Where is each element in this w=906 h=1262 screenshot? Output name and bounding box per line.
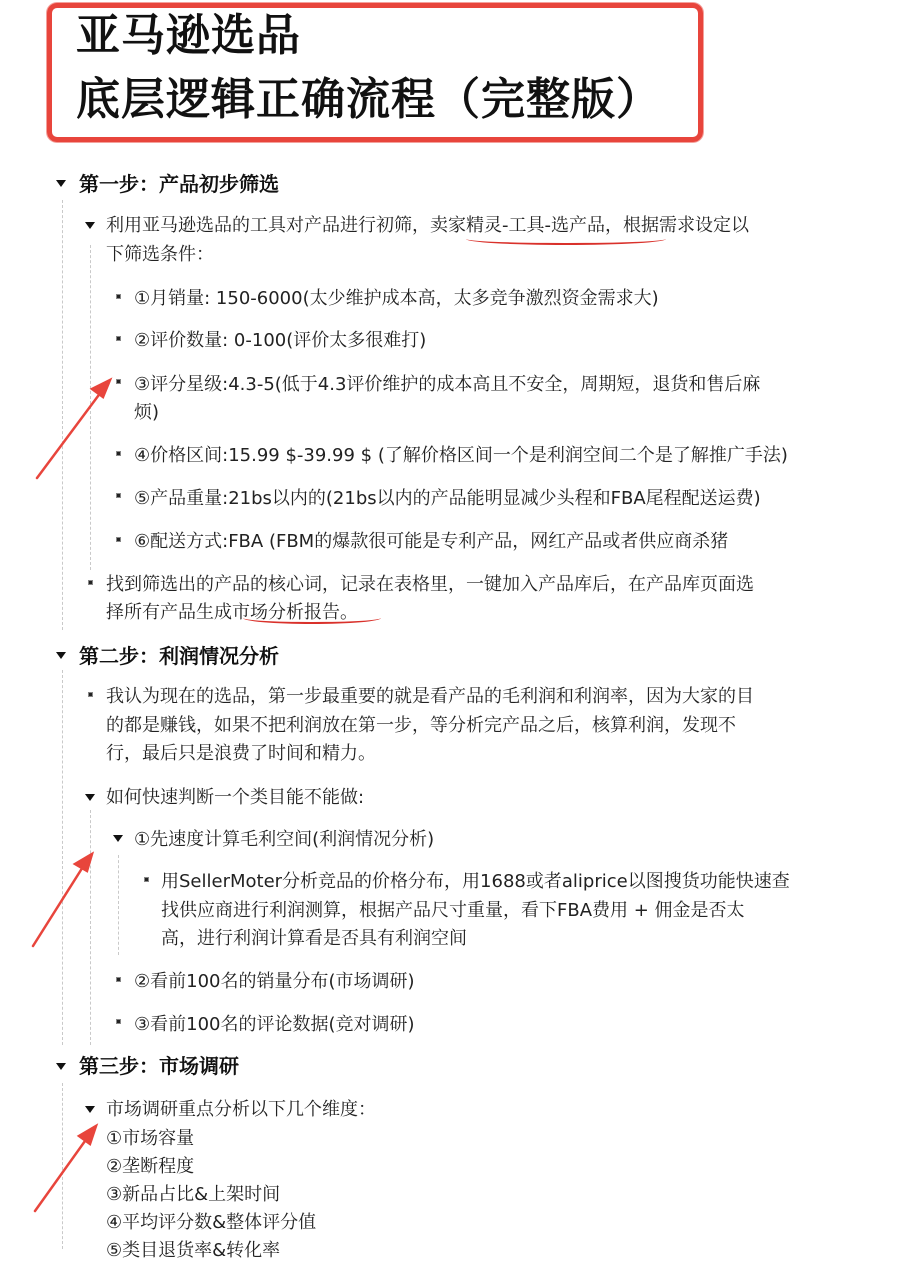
criterion-rating-line2: 烦) (134, 402, 160, 423)
arrow-line (33, 862, 86, 946)
step2-speed: ①先速度计算毛利空间(利润情况分析) (134, 829, 435, 850)
arrow-head-icon (92, 380, 110, 397)
criterion-weight: ⑤产品重量:21bs以内的(21bs以内的产品能明显减少头程和FBA尾程配送运费) (134, 488, 761, 509)
dimension-item: ⑤类目退货率&转化率 (106, 1240, 281, 1261)
step1-keyword-line1: 找到筛选出的产品的核心词，记录在表格里，一键加入产品库后，在产品库页面选 (106, 574, 754, 595)
page-title-line2: 底层逻辑正确流程（完整版） (76, 74, 661, 125)
arrow-line (35, 1134, 90, 1211)
step2-top100-reviews: ③看前100名的评论数据(竞对调研) (134, 1014, 415, 1035)
step1-intro-line1: 利用亚马逊选品的工具对产品进行初筛，卖家精灵-工具-选产品，根据需求设定以 (106, 215, 749, 236)
page-title-line1: 亚马逊选品 (76, 10, 301, 61)
criterion-sales: ①月销量: 150-6000(太少维护成本高，太多竞争激烈资金需求大) (134, 288, 659, 309)
dimension-item: ④平均评分数&整体评分值 (106, 1212, 317, 1233)
step1-intro-line2: 下筛选条件： (106, 244, 214, 265)
step2-judge: 如何快速判断一个类目能不能做: (106, 787, 365, 808)
highlight-tool-path: 卖家精灵-工具-选产品 (430, 215, 605, 236)
arrow-line (37, 388, 104, 478)
step2-heading: 第二步：利润情况分析 (79, 644, 279, 668)
dimension-item: ②垄断程度 (106, 1156, 195, 1177)
step1-keyword-line2: 择所有产品生成市场分析报告。 (106, 602, 358, 623)
step2-opinion-line3: 行，最后只是浪费了时间和精力。 (106, 743, 376, 764)
dimension-item: ③新品占比&上架时间 (106, 1184, 281, 1205)
criterion-rating-line1: ③评分星级:4.3-5(低于4.3评价维护的成本高且不安全，周期短，退货和售后麻 (134, 374, 761, 395)
dimension-item: ①市场容量 (106, 1128, 195, 1149)
step3-heading: 第三步：市场调研 (79, 1054, 239, 1078)
step2-seller-line3: 高，进行利润计算看是否具有利润空间 (161, 928, 467, 949)
criterion-fulfillment: ⑥配送方式:FBA (FBM的爆款很可能是专利产品，网红产品或者供应商杀猪 (134, 531, 729, 552)
criterion-price: ④价格区间:15.99 $-39.99 $ (了解价格区间一个是利润空间二个是了解推广手法) (134, 445, 788, 466)
highlight-market-report: 市场分析报告。 (232, 602, 358, 623)
step2-seller-line2: 找供应商进行利润测算，根据产品尺寸重量，看下FBA费用 + 佣金是否太 (161, 900, 745, 921)
criterion-reviews: ②评价数量: 0-100(评价太多很难打) (134, 330, 427, 351)
step2-seller-line1: 用SellerMoter分析竞品的价格分布，用1688或者aliprice以图搜货功能快速查 (161, 871, 790, 892)
step2-top100-sales: ②看前100名的销量分布(市场调研) (134, 971, 415, 992)
step1-heading: 第一步：产品初步筛选 (79, 172, 279, 196)
step2-opinion-line1: 我认为现在的选品，第一步最重要的就是看产品的毛利润和利润率，因为大家的目 (106, 686, 754, 707)
step3-intro: 市场调研重点分析以下几个维度： (106, 1099, 376, 1120)
arrow-head-icon (75, 854, 92, 871)
arrow-head-icon (79, 1126, 96, 1144)
step2-opinion-line2: 的都是赚钱，如果不把利润放在第一步，等分析完产品之后，核算利润，发现不 (106, 715, 736, 736)
